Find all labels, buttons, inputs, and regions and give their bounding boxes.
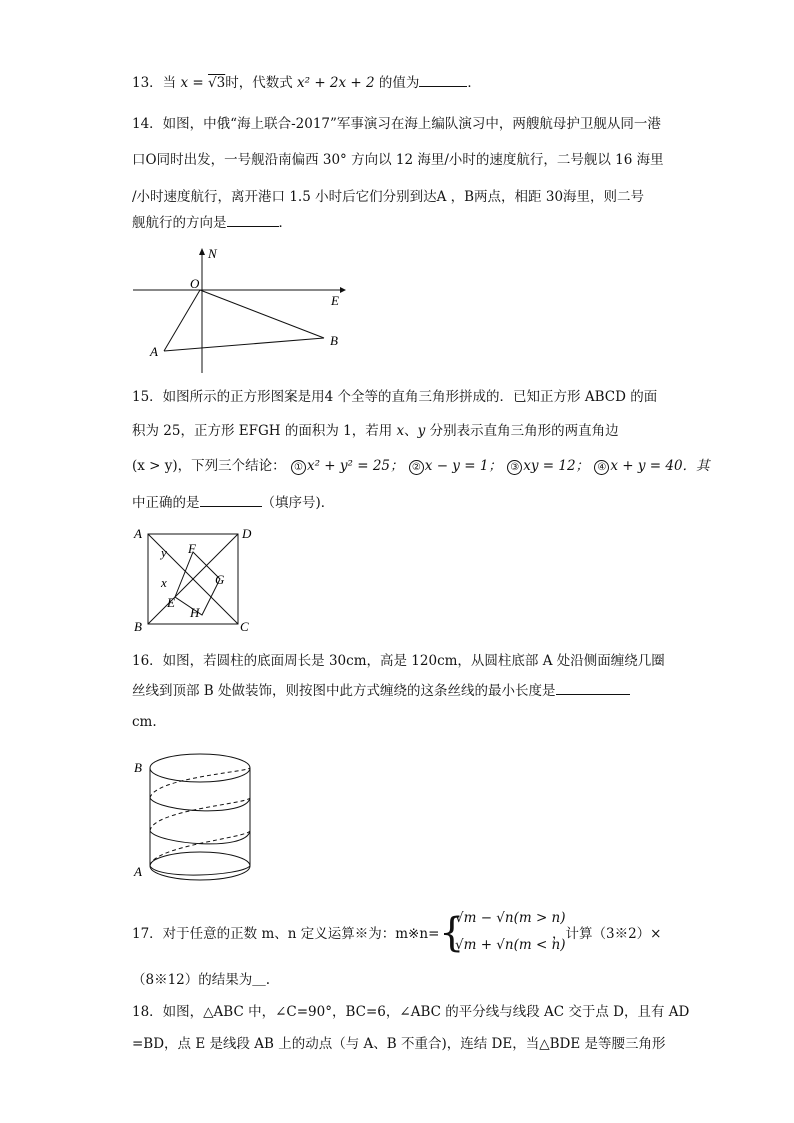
q14-figure bbox=[128, 243, 358, 375]
q17-line-1 bbox=[132, 924, 439, 944]
q15-line-2 bbox=[132, 421, 619, 441]
q15-circle-1: ① bbox=[291, 460, 306, 475]
q15-line-4-end: （填序号)． bbox=[261, 495, 335, 511]
q17-case-1: √m − √n(m > n) bbox=[455, 910, 566, 926]
q15-label-y: y bbox=[161, 545, 167, 560]
q14-label-N: N bbox=[208, 246, 217, 261]
q17-case-2: √m + √n(m < n) bbox=[455, 937, 566, 953]
q15-var-y: y bbox=[417, 423, 426, 439]
q15-label-G: G bbox=[215, 572, 225, 587]
q15-condition: (x > y)，下列三个结论： bbox=[132, 458, 286, 474]
q15-circle-3: ③ bbox=[507, 460, 522, 475]
q15-stmt-3: xy = 12； bbox=[523, 458, 590, 474]
q17-line-2: （8※12）的结果为＿. bbox=[132, 972, 271, 988]
q13-mid: 时，代数式 bbox=[225, 75, 293, 91]
q16-cylinder-top bbox=[150, 754, 250, 782]
q14-line-2: 口O同时出发，一号舰沿南偏西 30° 方向以 12 海里/小时的速度航行，二号舰以 16 海里 bbox=[132, 152, 664, 168]
q16-line-2-text: 丝线到顶部 B 处做装饰，则按图中此方式缠绕的这条丝线的最小长度是 bbox=[132, 683, 556, 699]
q15-label-C: C bbox=[240, 619, 249, 634]
q14-segment-AB bbox=[164, 338, 324, 351]
q15-figure bbox=[128, 524, 258, 636]
q13-answer-blank[interactable] bbox=[419, 72, 467, 87]
q17-brace: { bbox=[439, 910, 465, 956]
q16-answer-blank[interactable] bbox=[556, 680, 630, 695]
q15-sep: 、 bbox=[404, 423, 418, 439]
q14-line-3: /小时速度航行，离开港口 1.5 小时后它们分别到达A ，B两点，相距 30海里，则二号 bbox=[132, 189, 645, 205]
q14-line-4 bbox=[132, 212, 292, 233]
q15-stmt-4: x + y = 40．其 bbox=[610, 458, 710, 474]
q13-line bbox=[132, 72, 481, 93]
q15-label-H: H bbox=[190, 605, 200, 620]
q15-line-2-end: 分别表示直角三角形的两直角边 bbox=[429, 423, 619, 439]
q16-label-B: B bbox=[134, 760, 142, 775]
q13-x-eq: x = bbox=[180, 75, 208, 91]
q14-segment-OA bbox=[164, 290, 200, 351]
q15-var-x: x bbox=[396, 423, 405, 439]
q14-label-A: A bbox=[150, 344, 158, 359]
q16-line-2 bbox=[132, 680, 630, 701]
q16-cylinder-bottom bbox=[150, 852, 250, 880]
q13-end: 的值为 bbox=[378, 75, 420, 91]
q15-label-A: A bbox=[134, 526, 142, 541]
q15-label-B: B bbox=[134, 619, 142, 634]
q14-east-arrow bbox=[340, 287, 346, 293]
q15-label-x: x bbox=[161, 575, 167, 590]
q13-sqrt3: √3 bbox=[208, 75, 226, 91]
q14-segment-OB bbox=[200, 290, 324, 338]
q16-line-1: 16．如图，若圆柱的底面周长是 30cm，高是 120cm，从圆柱底部 A 处沿侧面缠绕几圈 bbox=[132, 653, 665, 669]
q13-expression: x² + 2x + 2 bbox=[297, 75, 375, 91]
q15-line-2-text: 积为 25，正方形 EFGH 的面积为 1，若用 bbox=[132, 423, 393, 439]
q14-line-4-end: ． bbox=[278, 215, 292, 231]
q14-label-E: E bbox=[331, 293, 339, 308]
q15-circle-4: ④ bbox=[594, 460, 609, 475]
q15-line-3 bbox=[132, 456, 710, 476]
q17-lead: 17．对于任意的正数 m、n 定义运算※为：m※n= bbox=[132, 926, 440, 942]
q18-line-2: =BD，点 E 是线段 AB 上的动点（与 A、B 不重合)，连结 DE，当△BDE 是等腰三角形 bbox=[132, 1036, 666, 1052]
q14-north-arrow bbox=[199, 248, 205, 255]
q14-answer-blank[interactable] bbox=[227, 212, 279, 227]
q13-number: 13．当 bbox=[132, 75, 177, 91]
q16-spiral-back bbox=[150, 768, 250, 866]
q13-tail: ． bbox=[467, 75, 481, 91]
q16-figure bbox=[128, 748, 258, 890]
q15-line-4 bbox=[132, 492, 334, 513]
q16-line-3: cm. bbox=[132, 714, 157, 730]
q14-line-1: 14．如图，中俄“海上联合-2017”军事演习在海上编队演习中，两艘航母护卫舰从同一港 bbox=[132, 116, 661, 132]
q15-answer-blank[interactable] bbox=[200, 492, 262, 507]
q14-label-O: O bbox=[190, 276, 200, 291]
q15-circle-2: ② bbox=[409, 460, 424, 475]
q15-label-D: D bbox=[242, 526, 252, 541]
q15-stmt-2: x − y = 1； bbox=[424, 458, 502, 474]
q15-label-E: E bbox=[167, 595, 175, 610]
q14-line-4-text: 舰航行的方向是 bbox=[132, 215, 227, 231]
q16-label-A: A bbox=[134, 864, 142, 879]
q15-stmt-1: x² + y² = 25； bbox=[306, 458, 404, 474]
q14-label-B: B bbox=[330, 333, 338, 348]
q15-line-4-text: 中正确的是 bbox=[132, 495, 200, 511]
q15-label-F: F bbox=[188, 541, 196, 556]
q18-line-1: 18．如图，△ABC 中，∠C=90°，BC=6，∠ABC 的平分线与线段 AC 交于点 D，且有 AD bbox=[132, 1004, 690, 1020]
q15-line-1: 15．如图所示的正方形图案是用4 个全等的直角三角形拼成的．已知正方形 ABCD 的面 bbox=[132, 389, 658, 405]
q17-tail: ，计算（3※2）× bbox=[552, 926, 662, 942]
